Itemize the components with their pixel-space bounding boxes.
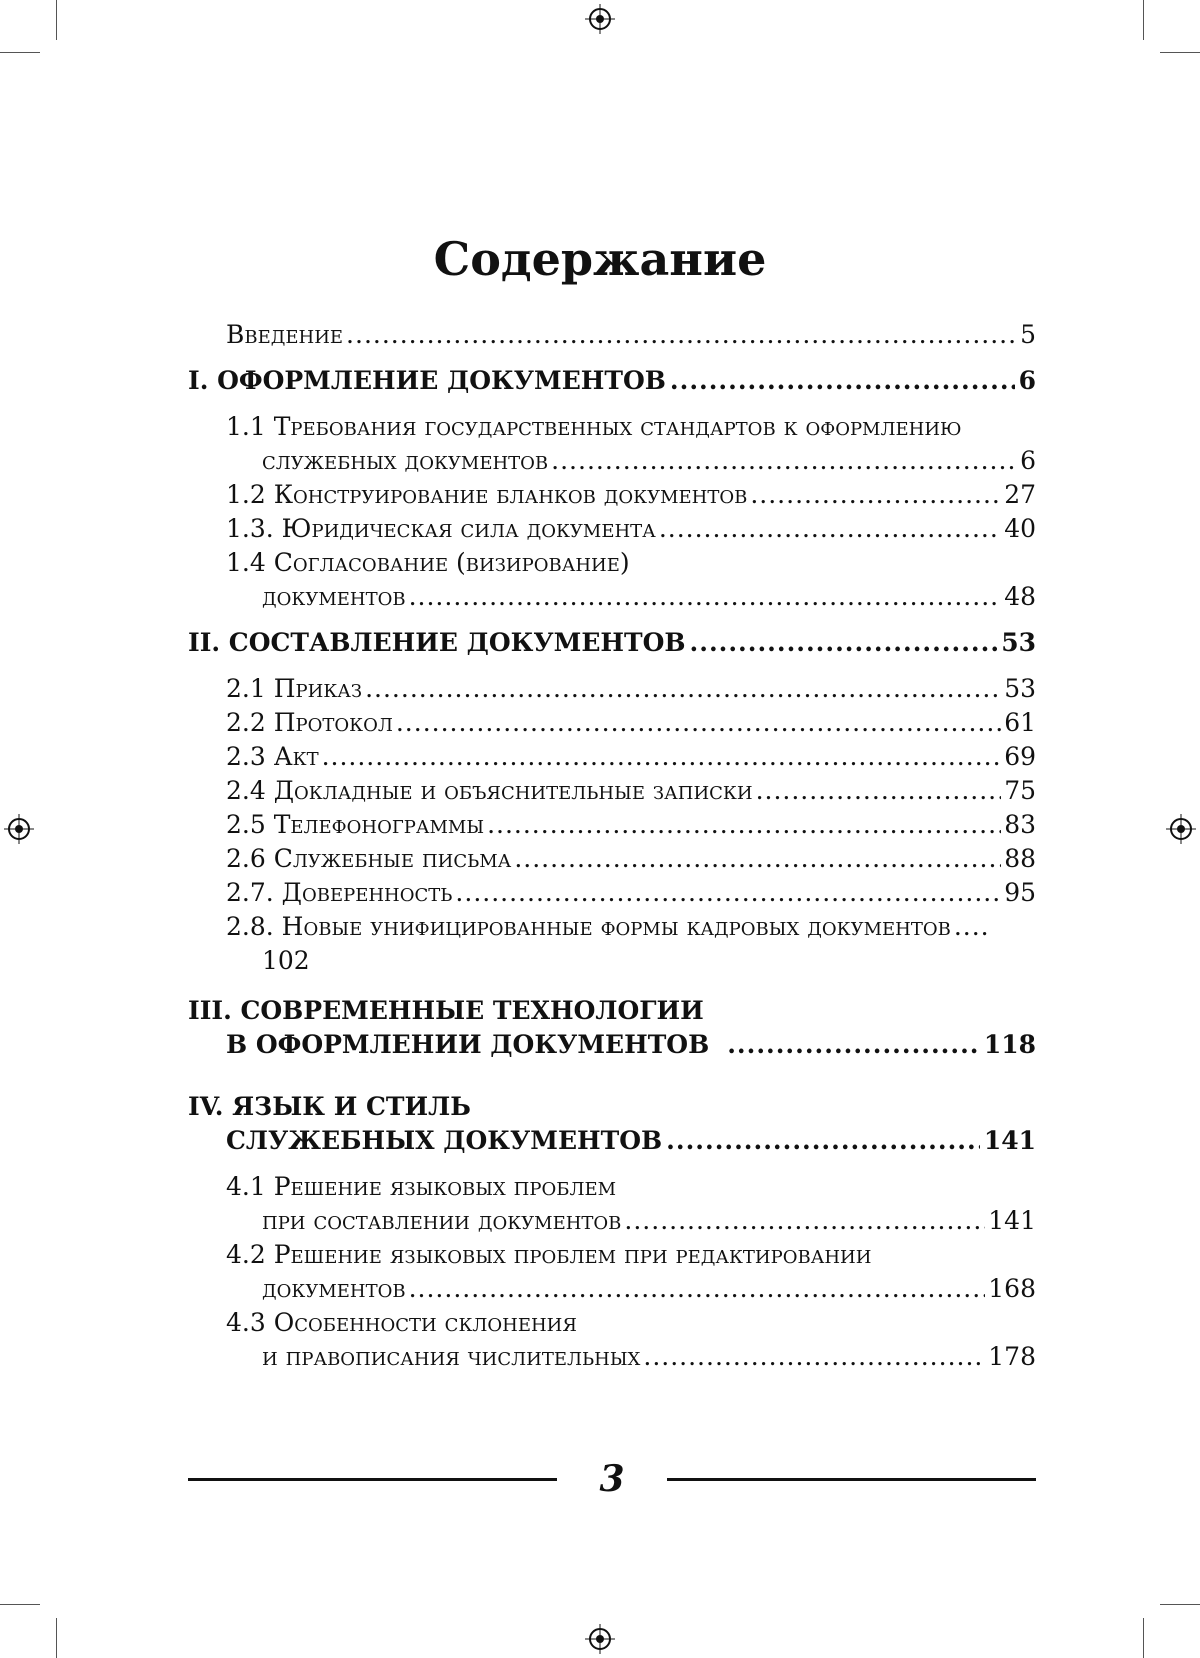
toc-entry-1-1[interactable]: 1.1 Требования государственных стандартов к оформлению xyxy=(226,412,962,441)
crop-mark xyxy=(1143,1618,1144,1658)
toc-section-4[interactable]: IV. ЯЗЫК И СТИЛЬ xyxy=(188,1092,471,1121)
toc-entry-1-1-cont[interactable]: служебных документов ..... 6 xyxy=(188,444,1036,478)
toc-section-3[interactable]: III. СОВРЕМЕННЫЕ ТЕХНОЛОГИИ xyxy=(188,996,704,1025)
toc-entry-4-1-cont[interactable]: при составлении документов ..... 141 xyxy=(188,1204,1036,1238)
toc-entry-2-8-page: 102 xyxy=(262,946,310,975)
toc-section-4-cont[interactable]: СЛУЖЕБНЫХ ДОКУМЕНТОВ ..... 141 xyxy=(188,1124,1036,1158)
crop-mark xyxy=(1160,52,1200,53)
crop-mark xyxy=(56,0,57,40)
toc-section-1[interactable]: I. ОФОРМЛЕНИЕ ДОКУМЕНТОВ ..... 6 xyxy=(188,364,1036,398)
crop-mark xyxy=(0,52,40,53)
registration-mark-icon xyxy=(589,1628,611,1650)
toc-entry-2-7[interactable]: 2.7. Доверенность ..... 95 xyxy=(188,876,1036,910)
toc-entry-4-2-cont[interactable]: документов ..... 168 xyxy=(188,1272,1036,1306)
page-footer xyxy=(188,1458,1036,1500)
toc-entry-2-3[interactable]: 2.3 Акт ..... 69 xyxy=(188,740,1036,774)
crop-mark xyxy=(1143,0,1144,40)
toc-entry-2-1[interactable]: 2.1 Приказ ..... 53 xyxy=(188,672,1036,706)
page-number: 3 xyxy=(599,1458,625,1500)
toc-entry-4-1[interactable]: 4.1 Решение языковых проблем xyxy=(226,1172,617,1201)
toc-entry-1-2[interactable]: 1.2 Конструирование бланков документов ..... 27 xyxy=(188,478,1036,512)
toc-entry-4-3[interactable]: 4.3 Особенности склонения xyxy=(226,1308,577,1337)
toc-entry-4-3-cont[interactable]: и правописания числительных ..... 178 xyxy=(188,1340,1036,1374)
toc-entry-2-2[interactable]: 2.2 Протокол ..... 61 xyxy=(188,706,1036,740)
crop-mark xyxy=(1160,1604,1200,1605)
crop-mark xyxy=(56,1618,57,1658)
toc-entry-intro[interactable]: Введение ..... 5 xyxy=(188,318,1036,352)
toc-entry-2-6[interactable]: 2.6 Служебные письма ..... 88 xyxy=(188,842,1036,876)
crop-mark xyxy=(0,1604,40,1605)
footer-rule-left xyxy=(188,1478,557,1481)
toc-entry-1-4-cont[interactable]: документов ..... 48 xyxy=(188,580,1036,614)
registration-mark-icon xyxy=(589,8,611,30)
registration-mark-icon xyxy=(8,818,30,840)
toc-entry-4-2[interactable]: 4.2 Решение языковых проблем при редактировании xyxy=(226,1240,872,1269)
toc-entry-2-5[interactable]: 2.5 Телефонограммы ..... 83 xyxy=(188,808,1036,842)
registration-mark-icon xyxy=(1170,818,1192,840)
toc-entry-1-3[interactable]: 1.3. Юридическая сила документа ..... 40 xyxy=(188,512,1036,546)
table-of-contents xyxy=(188,318,1036,1374)
toc-section-3-cont[interactable]: В ОФОРМЛЕНИИ ДОКУМЕНТОВ ..... 118 xyxy=(188,1028,1036,1062)
toc-entry-1-4[interactable]: 1.4 Согласование (визирование) xyxy=(226,548,630,577)
footer-rule-right xyxy=(667,1478,1036,1481)
toc-section-2[interactable]: II. СОСТАВЛЕНИЕ ДОКУМЕНТОВ ..... 53 xyxy=(188,626,1036,660)
toc-entry-2-8[interactable]: 2.8. Новые унифицированные формы кадровых документов ..... xyxy=(188,910,1036,944)
toc-entry-2-4[interactable]: 2.4 Докладные и объяснительные записки ..... 75 xyxy=(188,774,1036,808)
page-title: Содержание xyxy=(433,232,767,286)
